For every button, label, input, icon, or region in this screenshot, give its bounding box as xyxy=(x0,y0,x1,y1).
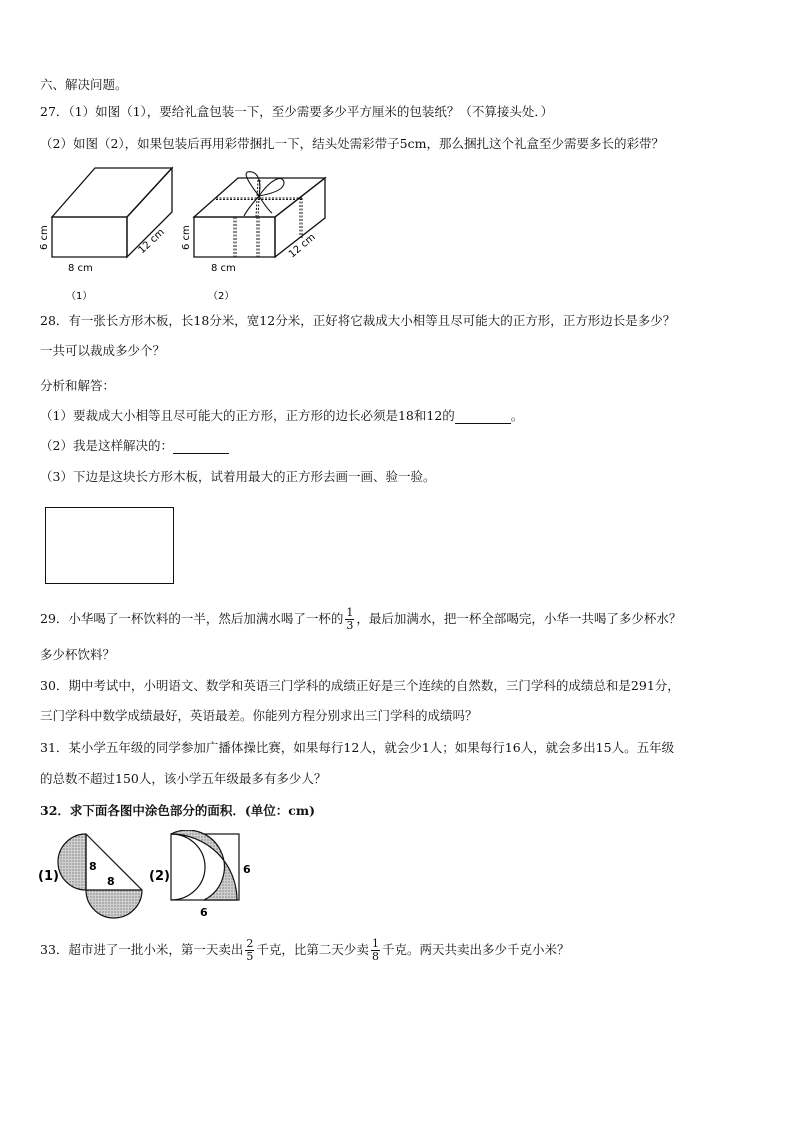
shaded-figure-2 xyxy=(171,830,239,900)
q31-line2: 的总数不超过150人，该小学五年级最多有多少人？ xyxy=(40,771,327,786)
q28-line2: 一共可以裁成多少个？ xyxy=(40,343,166,358)
q33-part1: 33．超市进了一批小米，第一天卖出 xyxy=(40,942,244,957)
q28-step2 xyxy=(40,438,229,454)
fig1-caption: （1） xyxy=(66,291,93,302)
q28-analysis: 分析和解答： xyxy=(40,378,116,393)
q33-line xyxy=(40,935,569,965)
q32-figures xyxy=(36,830,266,920)
q28-line1: 28．有一张长方形木板，长18分米，宽12分米，正好将它裁成大小相等且尽可能大的正方形，正方形边长是多少？ xyxy=(40,313,676,328)
fraction-numerator: 1 xyxy=(371,937,379,950)
fig1-width-label: 8 cm xyxy=(68,263,93,274)
fig1-label: (1) xyxy=(38,869,59,884)
fig2-caption: （2） xyxy=(208,291,235,302)
fraction-numerator: 1 xyxy=(346,606,354,619)
q27-figures xyxy=(30,160,350,305)
fig1-dim-a: 8 xyxy=(89,860,97,873)
fig2-depth-label: 12 cm xyxy=(286,231,318,261)
q29-text-after: ，最后加满水，把一杯全部喝完，小华一共喝了多少杯水？ xyxy=(356,611,682,626)
q33-part2: 千克，比第二天少卖 xyxy=(256,942,369,957)
q28-step2-text: （2）我是这样解决的： xyxy=(40,438,173,453)
q28-step3: （3）下边是这块长方形木板，试着用最大的正方形去画一画、验一验。 xyxy=(40,469,436,484)
answer-blank-solution[interactable] xyxy=(173,439,229,454)
fraction-denominator: 3 xyxy=(346,619,354,632)
fraction-one-third xyxy=(345,607,354,632)
fig2-width-label: 8 cm xyxy=(211,263,236,274)
q29-line1 xyxy=(40,604,681,634)
fraction-numerator: 2 xyxy=(246,937,254,950)
fig1-depth-label: 12 cm xyxy=(136,226,167,257)
section-heading: 六、解决问题。 xyxy=(40,77,128,92)
fraction-one-eighth xyxy=(371,938,380,963)
q32-title: 32．求下面各图中涂色部分的面积．(单位：cm) xyxy=(40,803,316,818)
q29-text-before: 29．小华喝了一杯饮料的一半，然后加满水喝了一杯的 xyxy=(40,611,344,626)
fig1-height-label: 6 cm xyxy=(39,225,50,250)
fig2-label: (2) xyxy=(149,869,170,884)
q27-part2: （2）如图（2），如果包装后再用彩带捆扎一下，结头处需彩带子5cm，那么捆扎这个礼盒至少需要多长的彩带？ xyxy=(40,136,664,151)
fig1-dim-b: 8 xyxy=(107,875,115,888)
shaded-figure-1 xyxy=(58,834,142,918)
q30-line1: 30．期中考试中，小明语文、数学和英语三门学科的成绩正好是三个连续的自然数，三门学科的成绩总和是291分， xyxy=(40,678,680,693)
fraction-two-fifths xyxy=(245,938,254,963)
q28-step1 xyxy=(40,408,523,424)
q30-line2: 三门学科中数学成绩最好，英语最差。你能列方程分别求出三门学科的成绩吗？ xyxy=(40,708,478,723)
q33-part3: 千克。两天共卖出多少千克小米？ xyxy=(381,942,570,957)
q28-step1-end: 。 xyxy=(510,408,524,423)
fig2-height-label: 6 cm xyxy=(181,225,192,250)
fraction-denominator: 5 xyxy=(246,950,254,963)
fig2-side-bottom: 6 xyxy=(200,906,208,919)
q27-part1: 27．（1）如图（1），要给礼盒包装一下，至少需要多少平方厘米的包装纸？（不算接头处．） xyxy=(40,104,554,119)
answer-blank-gcd[interactable] xyxy=(455,409,511,424)
q29-line2: 多少杯饮料？ xyxy=(40,647,116,662)
wooden-board-rectangle[interactable] xyxy=(45,507,174,584)
q31-line1: 31．某小学五年级的同学参加广播体操比赛，如果每行12人，就会少1人；如果每行16人，就会多出15人。五年级 xyxy=(40,740,675,755)
fraction-denominator: 8 xyxy=(371,950,379,963)
fig2-side-right: 6 xyxy=(243,863,251,876)
q28-step1-text: （1）要裁成大小相等且尽可能大的正方形，正方形的边长必须是18和12的 xyxy=(40,408,455,423)
